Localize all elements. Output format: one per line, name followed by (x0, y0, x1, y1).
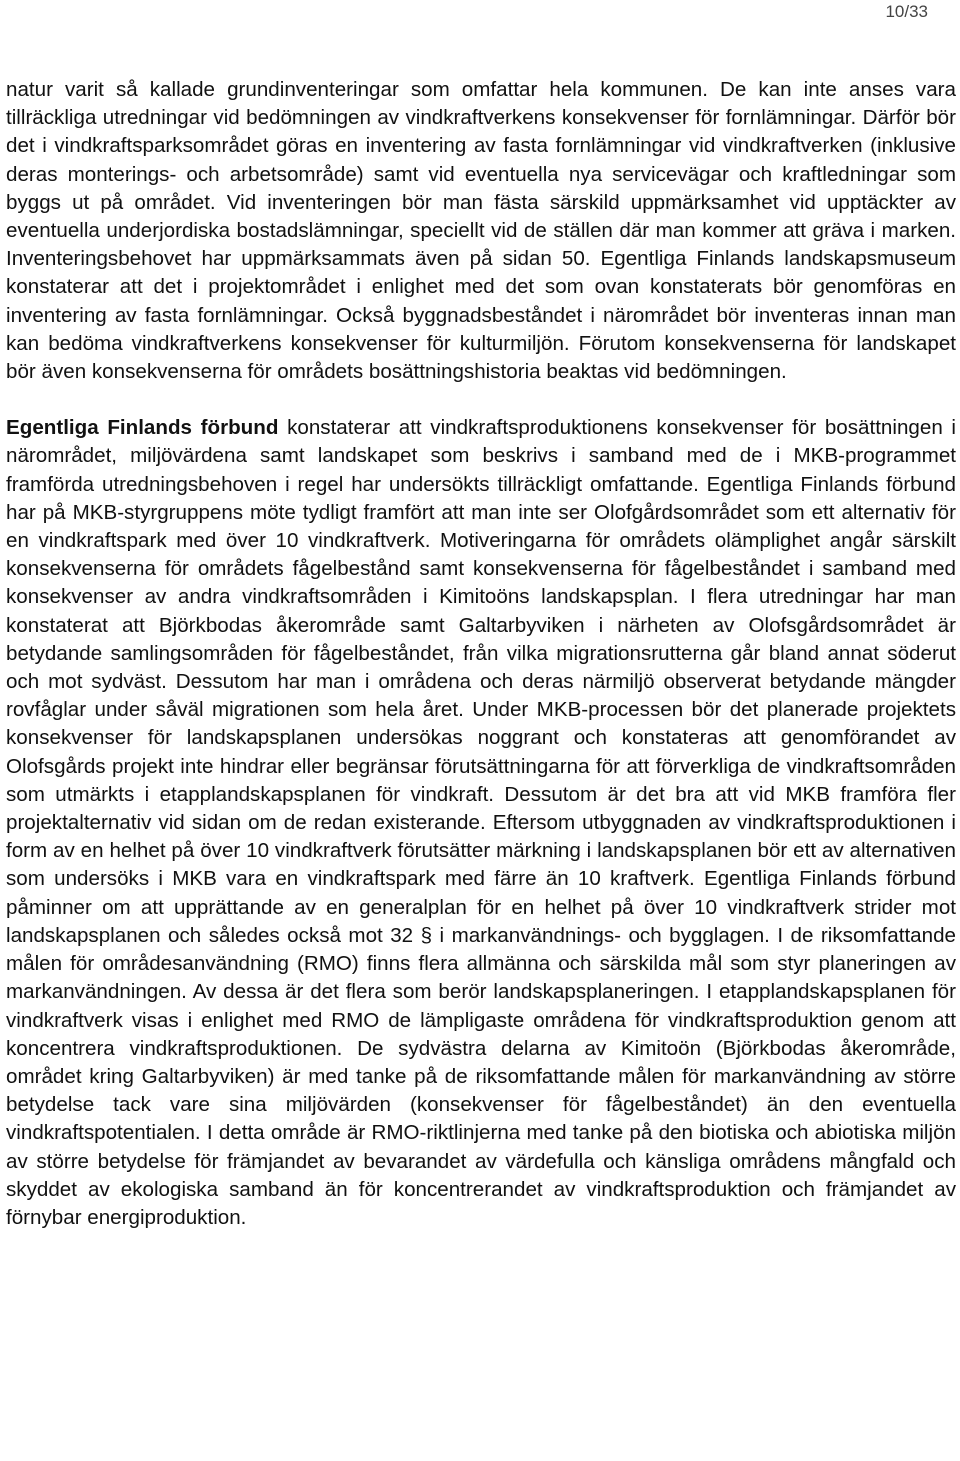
paragraph-text: konstaterar att vindkraftsproduktionens konsekvenser för bosättningen i närområdet, miljövärdena samt landskapet som beskrivs i samband med de i MKB-programmet framförda utredningsbehoven i regel har undersökts tillräckligt omfattande. Egentliga Finlands förbund har på MKB-styrgruppens möte tydligt framfört att man inte ser Olofgårdsområdet som ett alternativ för en vindkraftspark med över 10 vindkraftverk. Motiveringarna för områdets olämplighet angår särskilt konsekvenserna för områdets fågelbestånd samt konsekvenserna för fågelbeståndet i samband med konsekvenser av andra vindkraftsområden i Kimitoöns landskapsplan. I flera utredningar har man konstaterat att Björkbodas åkerområde samt Galtarbyviken i närheten av Olofsgårdsområdet är betydande samlingsområden för fågelbeståndet, från vilka migrationsrutterna går bland annat söderut och mot sydväst. Dessutom har man i områdena och deras närmiljö observerat betydande mängder rovfåglar under såväl migrationen som hela året. Under MKB-processen bör det planerade projektets konsekvenser för landskapsplanen undersökas noggrant och konstateras att genomförandet av Olofsgårds projekt inte hindrar eller begränsar förutsättningarna för att förverkliga de vindkraftsområden som utmärkts i etapplandskapsplanen för vindkraft. Dessutom är det bra att vid MKB framföra fler projektalternativ vid sidan om de redan existerande. Eftersom utbyggnaden av vindkraftsproduktionen i form av en helhet på över 10 vindkraftverk förutsätter märkning i landskapsplanen bör ett av alternativen som undersöks i MKB vara en vindkraftspark med färre än 10 kraftverk. Egentliga Finlands förbund påminner om att upprättande av en generalplan för en helhet på över 10 vindkraftverk strider mot landskapsplanen och således också mot 32 § i markanvändnings- och bygglagen. I de riksomfattande målen för områdesanvändning (RMO) finns flera allmänna och särskilda mål som styr planeringen av markanvändningen. Av dessa är det flera som berör landskapsplaneringen. I etapplandskapsplanen för vindkraftverk visas i enlighet med RMO de lämpligaste områdena för vindkraftsproduktion genom att koncentrera vindkraftsproduktionen. De sydvästra delarna av Kimitoön (Björkbodas åkerområde, området kring Galtarbyviken) är med tanke på de riksomfattande målen för markanvändning av större betydelse tack vare sina miljövärden (konsekvenser för fågelbeståndet) än den eventuella vindkraftspotentialen. I detta område är RMO-riktlinjerna med tanke på den biotiska och abiotiska miljön av större betydelse för främjandet av bevarandet av värdefulla och känsliga områdens mångfald och skyddet av ekologiska samband än för koncentrerandet av vindkraftsproduktion och främjandet av förnybar energiproduktion. (6, 416, 956, 1229)
page-number: 10/33 (885, 2, 928, 21)
paragraph-lead: Egentliga Finlands förbund (6, 416, 279, 440)
paragraph-text: natur varit så kallade grundinventeringar som omfattar hela kommunen. De kan inte anses vara tillräckliga utredningar vid bedömningen av vindkraftverkens konsekvenser för fornlämningar. Därför bör det i vindkraftsparksområdet göras en inventering av fasta fornlämningar vid vindkraftverken (inklusive deras monterings- och arbetsområde) samt vid eventuella nya servicevägar och kraftledningar som byggs ut på området. Vid inventeringen bör man fästa särskild uppmärksamhet vid upptäckter av eventuella underjordiska bostadslämningar, speciellt vid de ställen där man kommer att gräva i marken. Inventeringsbehovet har uppmärksammats även på sidan 50. Egentliga Finlands landskapsmuseum konstaterar att det i projektområdet i enlighet med det som ovan konstaterats bör genomföras en inventering av fasta fornlämningar. Också byggnadsbeståndet i närområdet bör inventeras innan man kan bedöma vindkraftverkens konsekvenser för kulturmiljön. Förutom konsekvenserna för landskapet bör även konsekvenserna för områdets bosättningshistoria beaktas vid bedömningen. (6, 78, 956, 384)
paragraph-heritage-inventory (6, 76, 956, 386)
document-body (6, 76, 956, 1232)
paragraph-regional-council (6, 414, 956, 1232)
